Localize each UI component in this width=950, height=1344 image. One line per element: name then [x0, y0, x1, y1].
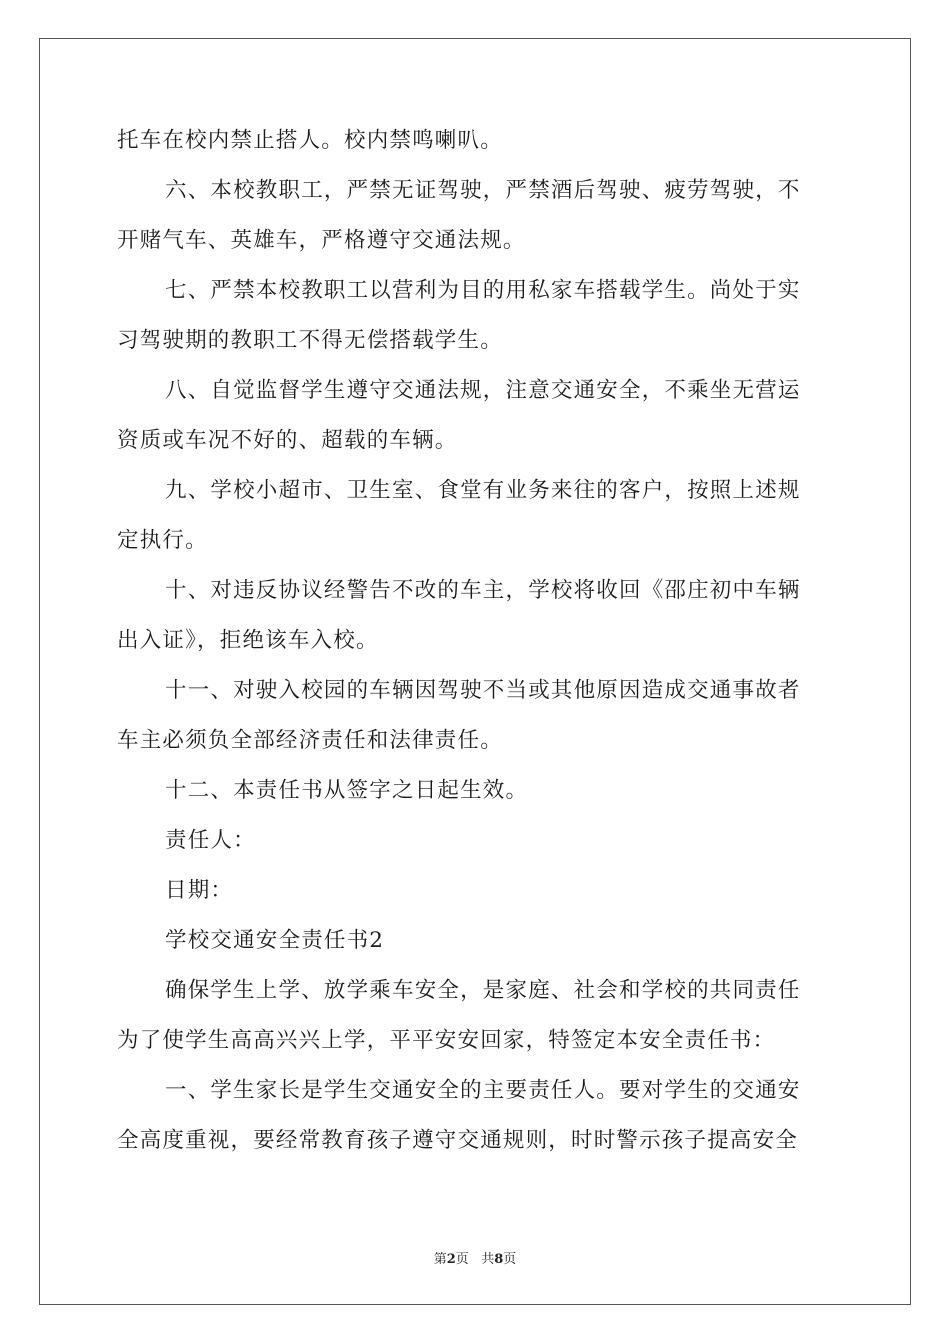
text-line: 十二、本责任书从签字之日起生效。 — [165, 778, 529, 803]
page-footer — [0, 1248, 950, 1267]
footer-total-pages: 8 — [494, 1252, 504, 1267]
footer-total-suffix: 页 — [503, 1252, 517, 1267]
text-line: 十、对违反协议经警告不改的车主，学校将收回《邵庄初中车辆 — [165, 578, 801, 603]
text-line: 确保学生上学、放学乘车安全，是家庭、社会和学校的共同责任 — [165, 978, 801, 1003]
text-line: 六、本校教职工，严禁无证驾驶，严禁酒后驾驶、疲劳驾驶，不 — [165, 178, 801, 203]
text-line: 习驾驶期的教职工不得无偿搭载学生。 — [117, 328, 503, 353]
text-line: 资质或车况不好的、超载的车辆。 — [117, 428, 458, 453]
text-line: 定执行。 — [117, 528, 208, 553]
text-line: 七、严禁本校教职工以营利为目的用私家车搭载学生。尚处于实 — [165, 278, 801, 303]
text-line: 为了使学生高高兴兴上学，平平安安回家，特签定本安全责任书： — [117, 1028, 776, 1053]
text-line: 十一、对驶入校园的车辆因驾驶不当或其他原因造成交通事故者 — [165, 678, 801, 703]
text-line: 车主必须负全部经济责任和法律责任。 — [117, 728, 503, 753]
text-line: 八、自觉监督学生遵守交通法规，注意交通安全，不乘坐无营运 — [165, 378, 801, 403]
text-line: 托车在校内禁止搭人。校内禁鸣喇叭。 — [117, 128, 503, 153]
text-line: 日期： — [165, 878, 234, 903]
footer-prefix: 第 — [433, 1252, 447, 1267]
footer-page-suffix: 页 — [455, 1252, 469, 1267]
text-line: 开赌气车、英雄车，严格遵守交通法规。 — [117, 228, 526, 253]
text-line: 责任人： — [165, 828, 256, 853]
text-line: 学校交通安全责任书2 — [165, 928, 385, 953]
text-line: 一、学生家长是学生交通安全的主要责任人。要对学生的交通安 — [165, 1078, 801, 1103]
text-line: 全高度重视，要经常教育孩子遵守交通规则，时时警示孩子提高安全 — [117, 1128, 799, 1153]
text-line: 出入证》，拒绝该车入校。 — [117, 628, 379, 653]
footer-total-prefix: 共 — [481, 1252, 495, 1267]
footer-page-number: 2 — [446, 1252, 456, 1267]
text-line: 九、学校小超市、卫生室、食堂有业务来往的客户，按照上述规 — [165, 478, 801, 503]
